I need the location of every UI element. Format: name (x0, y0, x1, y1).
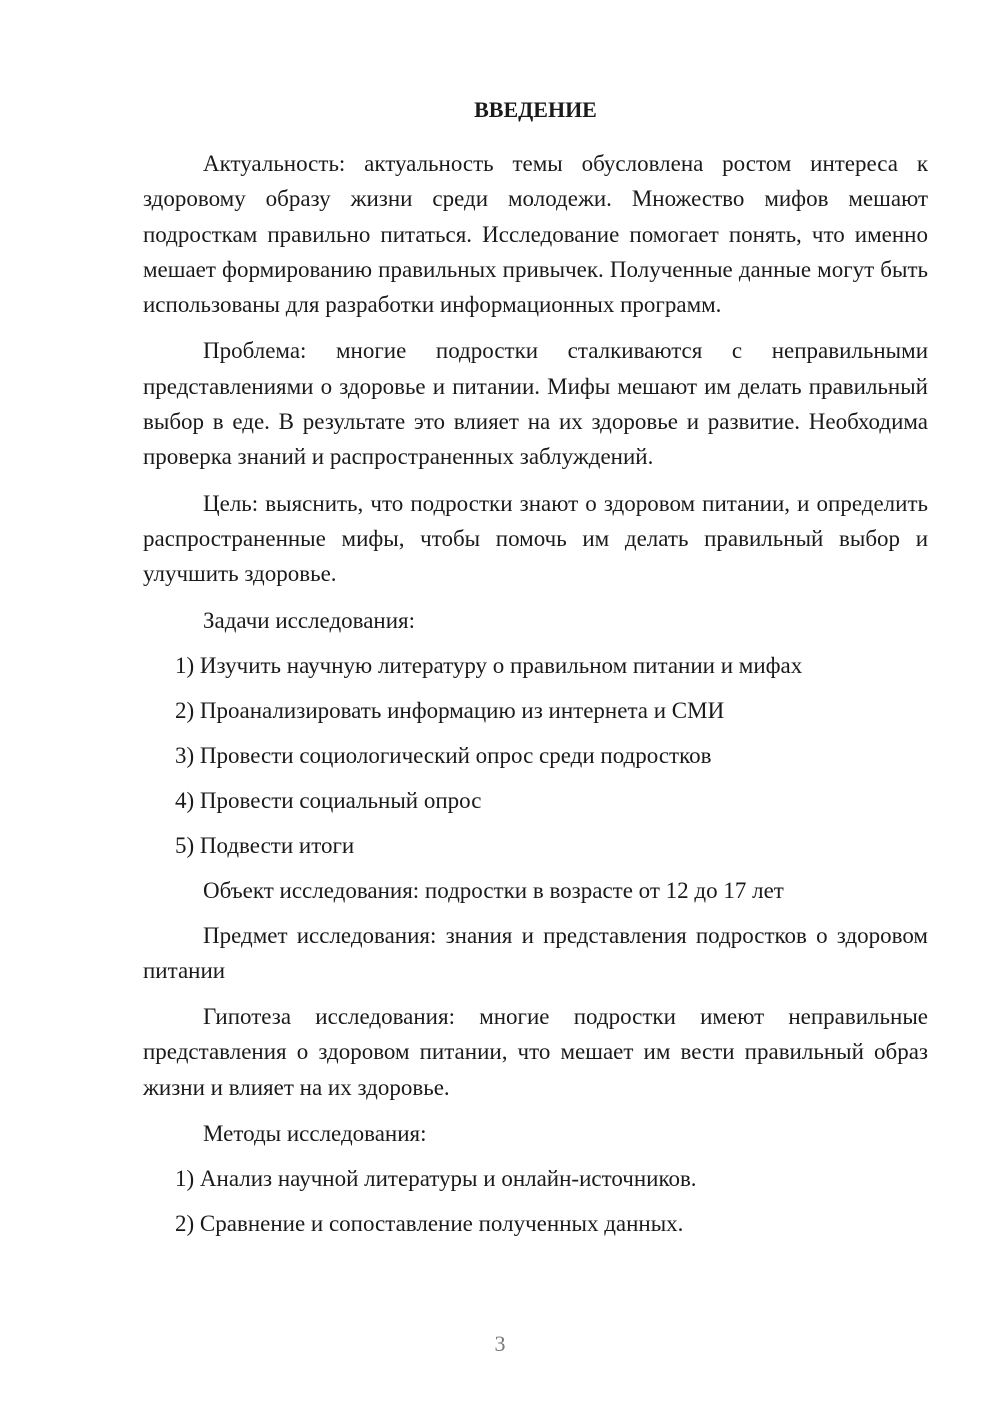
method-item: 2) Сравнение и сопоставление полученных данных. (175, 1211, 684, 1237)
section-heading: ВВЕДЕНИЕ (474, 97, 597, 122)
page-number: 3 (494, 1331, 506, 1356)
subject-paragraph: Предмет исследования: знания и представления подростков о здоровом питании (143, 922, 928, 983)
method-item: 1) Анализ научной литературы и онлайн-источников. (175, 1166, 697, 1192)
methods-list (143, 1161, 928, 1241)
methods-title: Методы исследования: (203, 1121, 427, 1147)
object-paragraph: Объект исследования: подростки в возрасте от 12 до 17 лет (203, 877, 784, 903)
task-item: 2) Проанализировать информацию из интернета и СМИ (175, 697, 725, 723)
task-item: 1) Изучить научную литературу о правильном питании и мифах (175, 652, 803, 678)
task-item: 3) Провести социологический опрос среди подростков (175, 742, 712, 768)
task-item: 4) Провести социальный опрос (175, 787, 482, 813)
hypothesis-paragraph: Гипотеза исследования: многие подростки имеют неправильные представления о здоровом питании, что мешает им вести правильный образ жизни и влияет на их здоровье. (143, 1004, 928, 1100)
task-item: 5) Подвести итоги (175, 832, 355, 858)
goal-paragraph: Цель: выяснить, что подростки знают о здоровом питании, и определить распространенные мифы, чтобы помочь им делать правильный выбор и улучшить здоровье. (143, 490, 928, 587)
relevance-paragraph: Актуальность: актуальность темы обусловлена ростом интереса к здоровому образу жизни среди молодежи. Множество мифов мешают подросткам правильно питаться. Исследование помогает понять, что именно мешает формированию правильных привычек. Полученные данные могут быть использованы для разработки информационных программ. (143, 151, 928, 318)
tasks-list (143, 648, 928, 863)
tasks-title: Задачи исследования: (203, 607, 416, 633)
problem-paragraph: Проблема: многие подростки сталкиваются с неправильными представлениями о здоровье и питании. Мифы мешают им делать правильный выбор в еде. В результате это влияет на их здоровье и развитие. Необходима проверка знаний и распространенных заблуждений. (143, 338, 928, 470)
document-page (143, 92, 928, 1251)
